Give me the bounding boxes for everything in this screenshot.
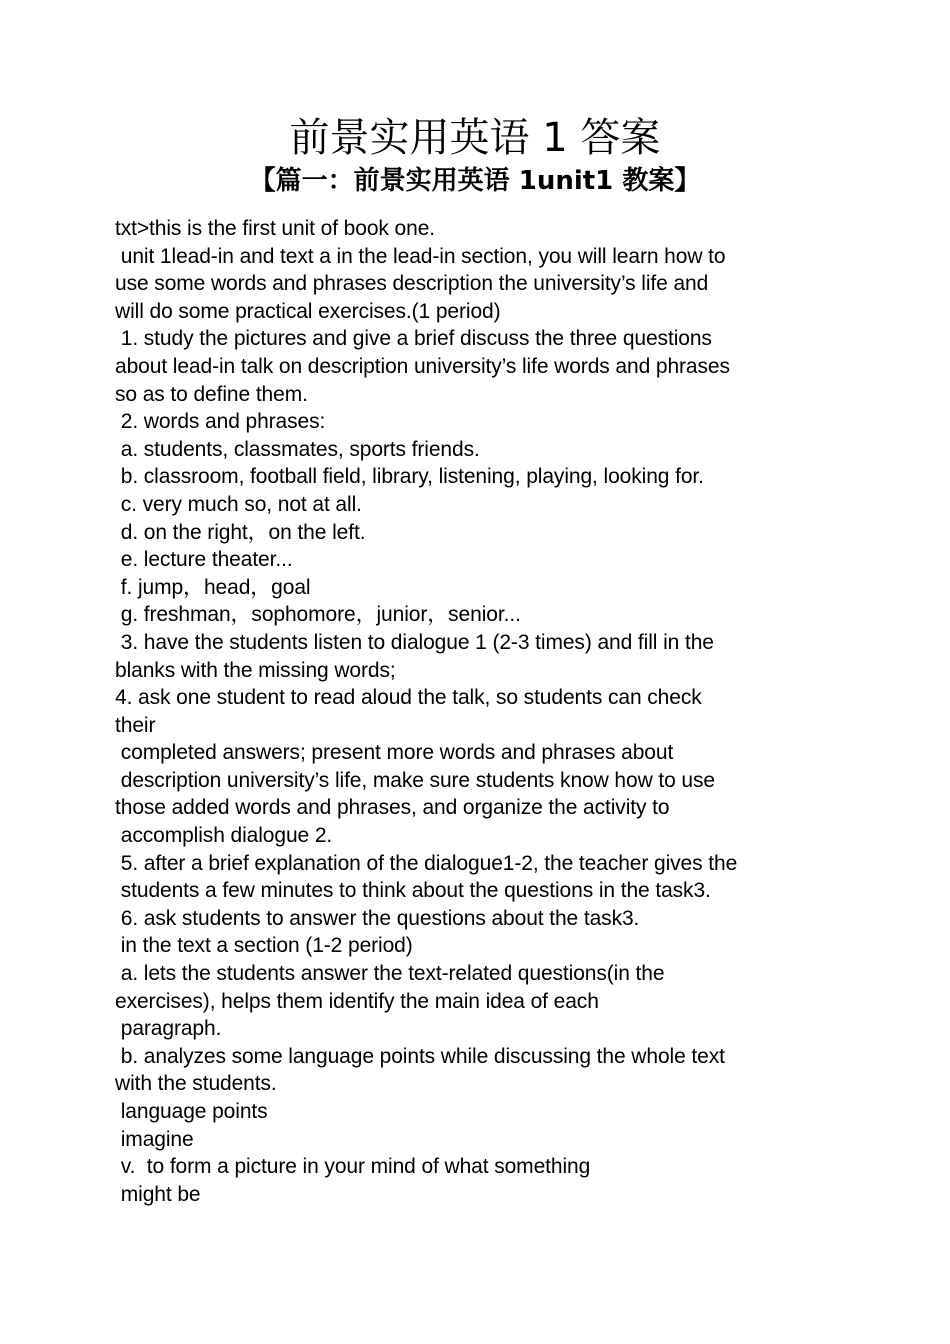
body-line: 2. words and phrases: (115, 410, 326, 434)
body-line: 1. study the pictures and give a brief discuss the three questions (115, 327, 712, 351)
body-line: blanks with the missing words; (115, 658, 396, 682)
body-line: in the text a section (1-2 period) (115, 934, 413, 958)
body-line: about lead-in talk on description university’s life words and phrases (115, 354, 730, 378)
body-line: accomplish dialogue 2. (115, 824, 333, 848)
body-line: unit 1lead-in and text a in the lead-in section, you will learn how to (115, 244, 726, 268)
body-line: b. analyzes some language points while discussing the whole text (115, 1044, 725, 1068)
body-line: exercises), helps them identify the main idea of each (115, 989, 599, 1013)
body-line: those added words and phrases, and organize the activity to (115, 796, 670, 820)
body-line: 5. after a brief explanation of the dialogue1-2, the teacher gives the (115, 851, 738, 875)
body-line: a. lets the students answer the text-related questions(in the (115, 962, 665, 986)
body-line: their (115, 713, 156, 737)
document-subtitle: 【篇一：前景实用英语 1unit1 教案】 (249, 166, 701, 196)
body-line: with the students. (115, 1072, 277, 1096)
body-line: use some words and phrases description the university’s life and (115, 272, 709, 296)
body-line: description university’s life, make sure students know how to use (115, 768, 715, 792)
body-line: g. freshman，sophomore，junior，senior... (115, 603, 521, 627)
body-line: v. to form a picture in your mind of what something (115, 1155, 591, 1179)
body-line: imagine (115, 1127, 194, 1151)
body-line: 6. ask students to answer the questions about the task3. (115, 906, 640, 930)
body-line: completed answers; present more words and phrases about (115, 741, 674, 765)
body-line: d. on the right，on the left. (115, 520, 366, 544)
body-line: c. very much so, not at all. (115, 492, 362, 516)
body-line: language points (115, 1100, 268, 1123)
body-line: might be (115, 1182, 201, 1206)
body-line: so as to define them. (115, 382, 308, 406)
document-body (115, 215, 845, 1208)
body-line: students a few minutes to think about the questions in the task3. (115, 879, 711, 903)
body-line: e. lecture theater... (115, 548, 293, 572)
body-line: a. students, classmates, sports friends. (115, 437, 480, 461)
body-line: 4. ask one student to read aloud the talk, so students can check (115, 686, 702, 710)
body-line: txt>this is the first unit of book one. (115, 217, 436, 240)
body-line: 3. have the students listen to dialogue 1 (2-3 times) and fill in the (115, 630, 714, 654)
body-line: paragraph. (115, 1017, 222, 1041)
body-line: will do some practical exercises.(1 period) (115, 299, 501, 323)
body-line: b. classroom, football field, library, listening, playing, looking for. (115, 465, 704, 489)
body-line: f. jump，head，goal (115, 575, 311, 599)
document-title: 前景实用英语 1 答案 (289, 115, 661, 161)
